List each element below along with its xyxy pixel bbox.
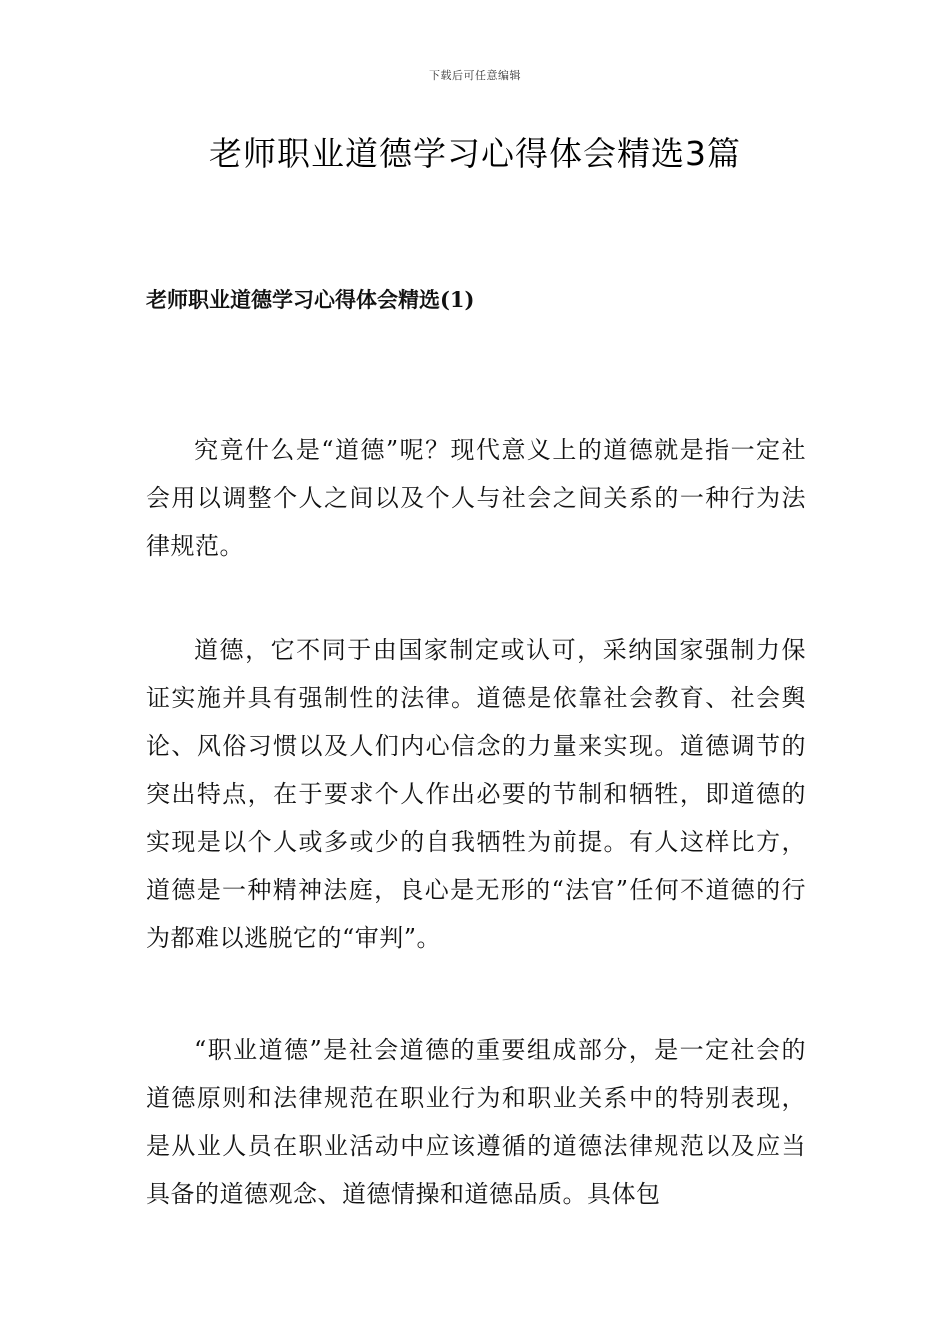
paragraph-2: 道德，它不同于由国家制定或认可，采纳国家强制力保证实施并具有强制性的法律。道德是依靠社会教育、社会舆论、风俗习惯以及人们内心信念的力量来实现。道德调节的突出特点，在于要求个人作出必要的节制和牺牲，即道德的实现是以个人或多或少的自我牺牲为前提。有人这样比方，道德是一种精神法庭，良心是无形的“法官”任何不道德的行为都难以逃脱它的“审判”。 [146, 636, 806, 952]
paragraph-1: 究竟什么是“道德”呢？现代意义上的道德就是指一定社会用以调整个人之间以及个人与社会之间关系的一种行为法律规范。 [146, 436, 806, 560]
paragraph-3: “职业道德”是社会道德的重要组成部分，是一定社会的道德原则和法律规范在职业行为和职业关系中的特别表现，是从业人员在职业活动中应该遵循的道德法律规范以及应当具备的道德观念、道德情操和道德品质。具体包 [146, 1036, 806, 1208]
section-title: 老师职业道德学习心得体会精选(1) [146, 287, 475, 312]
document-title: 老师职业道德学习心得体会精选3篇 [209, 134, 741, 173]
header-note: 下载后可任意编辑 [429, 69, 521, 82]
